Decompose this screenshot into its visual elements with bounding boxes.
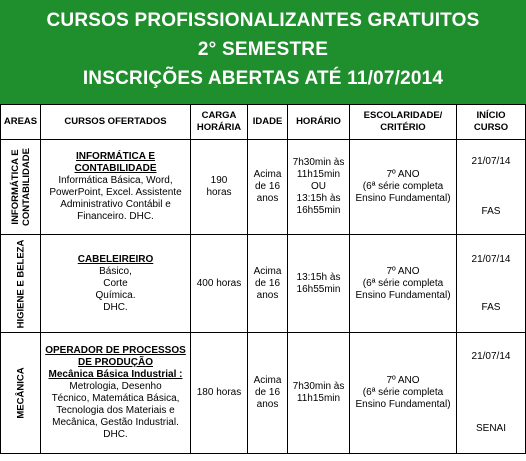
- banner-line-2: 2° SEMESTRE: [197, 39, 329, 60]
- course-title: OPERADOR DE PROCESSOS: [45, 345, 186, 356]
- idade-cell: Acima de 16 anos: [248, 333, 288, 454]
- course-title: INFORMÁTICA E: [75, 151, 156, 162]
- header-horario: HORÁRIO: [288, 105, 350, 140]
- inicio-cell: [457, 140, 526, 235]
- horario-cell: 13:15h às 16h55min: [288, 235, 350, 333]
- carga-cell: 400 horas: [191, 235, 248, 333]
- course-title: CABELEIREIRO: [77, 253, 154, 265]
- header-areas: AREAS: [1, 105, 41, 140]
- table-header-row: [1, 105, 526, 140]
- idade-cell: Acima de 16 anos: [248, 140, 288, 235]
- header-escolaridade: ESCOLARIDADE/ CRITÉRIO: [350, 105, 457, 140]
- carga-cell: 190 horas: [191, 140, 248, 235]
- horario-cell: 7h30min às 11h15min OU 13:15h às 16h55min: [288, 140, 350, 235]
- carga-cell: 180 horas: [191, 333, 248, 454]
- start-place: SENAI: [475, 423, 506, 434]
- escolaridade-cell: 7º ANO (6ª série completa Ensino Fundamental): [350, 235, 457, 333]
- area-label: MECÂNICA: [15, 367, 26, 419]
- courses-table: [0, 104, 526, 454]
- header-idade: IDADE: [248, 105, 288, 140]
- start-date: 21/07/14: [471, 253, 511, 265]
- course-title: DE PRODUÇÃO: [77, 357, 153, 368]
- header-carga: CARGA HORÁRIA: [191, 105, 248, 140]
- area-cell: [1, 140, 41, 235]
- header-inicio: INÍCIO CURSO: [457, 105, 526, 140]
- header-cursos: CURSOS OFERTADOS: [41, 105, 191, 140]
- escolaridade-cell: 7º ANO (6ª série completa Ensino Fundamental): [350, 140, 457, 235]
- banner-line-3: INSCRIÇÕES ABERTAS ATÉ 11/07/2014: [82, 68, 444, 89]
- course-title: CONTABILIDADE: [74, 163, 157, 174]
- horario-cell: 7h30min às 11h15min: [288, 333, 350, 454]
- idade-cell: Acima de 16 anos: [248, 235, 288, 333]
- start-date: 21/07/14: [471, 351, 511, 362]
- title-banner: [0, 0, 526, 104]
- start-place: FAS: [481, 206, 501, 217]
- banner-line-1: CURSOS PROFISSIONALIZANTES GRATUITOS: [46, 10, 480, 31]
- start-place: FAS: [481, 301, 501, 313]
- area-label: HIGIENE E BELEZA: [15, 239, 26, 328]
- area-cell: [1, 235, 41, 333]
- escolaridade-cell: 7º ANO (6ª série completa Ensino Fundamental): [350, 333, 457, 454]
- table-row: [1, 140, 526, 235]
- inicio-cell: [457, 333, 526, 454]
- start-date: 21/07/14: [471, 156, 511, 167]
- course-cell: INFORMÁTICA E CONTABILIDADE Informática Básica, Word, PowerPoint, Excel. Assistente Administrativo Contábil e Financeiro. DHC.: [41, 140, 191, 235]
- table-row: [1, 235, 526, 333]
- area-label: INFORMÁTICA E CONTABILIDADE: [9, 148, 32, 226]
- table-row: [1, 333, 526, 454]
- course-cell: CABELEIREIRO Básico, Corte Química. DHC.: [41, 235, 191, 333]
- course-cell: OPERADOR DE PROCESSOS DE PRODUÇÃO Mecânica Básica Industrial : Metrologia, Desenho Técnico, Matemática Básica, Tecnologia dos Materiais e Mecânica, Gestão Industrial. DHC.: [41, 333, 191, 454]
- inicio-cell: [457, 235, 526, 333]
- area-cell: [1, 333, 41, 454]
- course-subtitle: Mecânica Básica Industrial :: [48, 369, 183, 380]
